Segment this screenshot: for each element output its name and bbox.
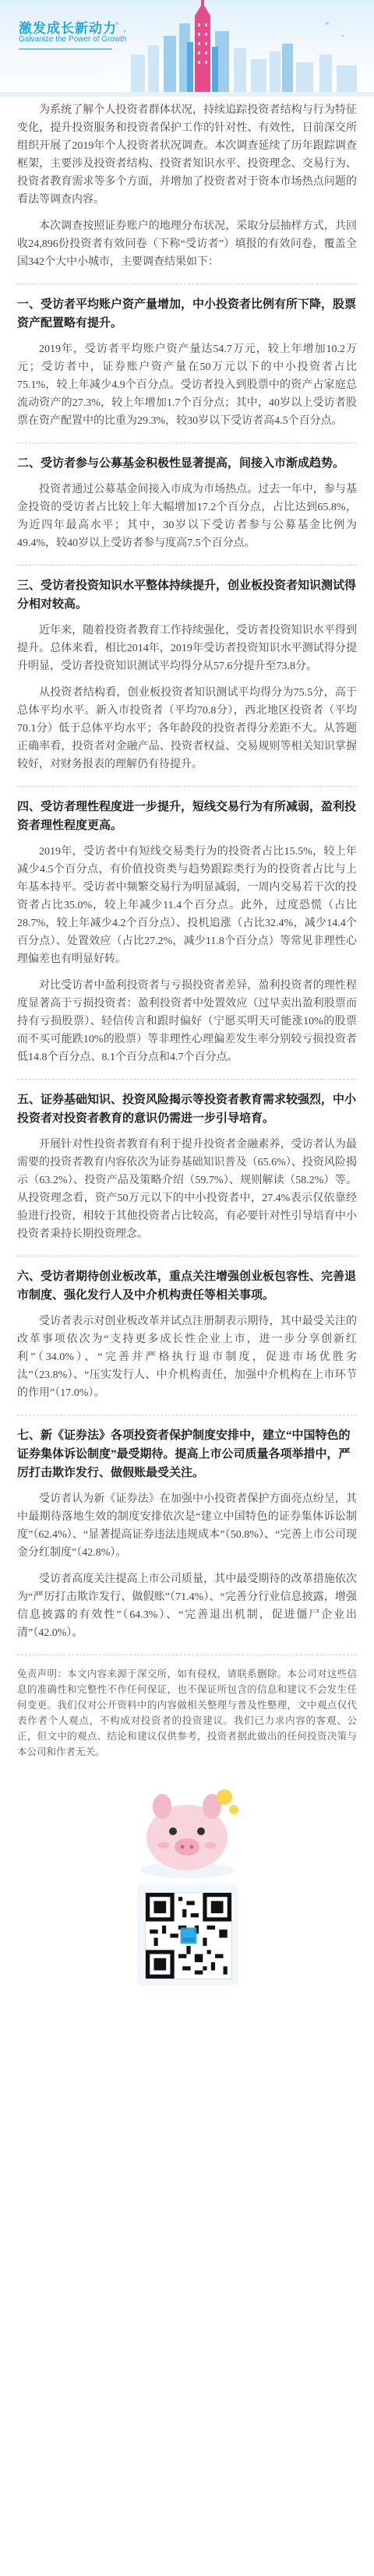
banner-underline <box>19 48 112 50</box>
section-paragraph: 受访者高度关注提高上市公司质量，其中最受期待的改革措施依次为“严厉打击欺诈发行、做假账”（71.4%）、“完善分行业信息披露，增强信息披露的有效性”（64.3%）、“完善退出机制，促进僵尸企业出清”（42.0%）。 <box>17 1573 357 1639</box>
section-paragraph: 受访者表示对创业板改革并试点注册制表示期待，其中最受关注的改革事项依次为“支持更多成长性企业上市，进一步分享创新红利”（34.0%）、“完善并严格执行退市制度，促进市场优胜劣汰”（23.8%）、“压实发行人、中介机构责任，加强中介机构在上市环节的作用”（17.0%）。 <box>17 1316 357 1399</box>
intro-paragraph: 本次调查按照证券账户的地理分布状况，采取分层抽样方式，共回收24,896份投资者有效问卷（下称“受访者”）填报的有效问卷，覆盖全国342个大中小城市，主要调查结果如下： <box>17 220 357 268</box>
disclaimer-text: 免责声明：本文内容来源于深交所，如有侵权，请联系删除。本公司对这些信息的准确性和完整性不作任何保证，也不保证所包含的信息和建议不会发生任何变更。我们仅对公开资料中的内容做相关整理与普及性整理，文中观点仅代表作者个人观点，不构成对投资者的投资建议。我们已力求内容的客观、公正，但文中的观点、结论和建议仅供参考，投资者据此做出的任何投资决策与本公司和作者无关。 <box>17 1669 357 1757</box>
footer <box>0 1760 374 2017</box>
section-paragraph: 投资者通过公募基金间接入市成为市场热点。过去一年中，参与基金投资的受访者占比较上年大幅增加17.2个百分点，占比达到65.8%，为近四年最高水平；其中，30岁以下受访者参与公募基金比例为49.4%，较40岁以上受访者参与度高7.5个百分点。 <box>17 484 357 549</box>
qr-code <box>145 1892 232 1979</box>
section-heading: 二、受访者参与公募基金积极性显著提高，间接入市渐成趋势。 <box>17 457 345 470</box>
article-body <box>0 97 374 1760</box>
section-divider <box>17 442 357 443</box>
section-paragraph: 从投资者结构看，创业板投资者知识测试平均得分为75.5分，高于总体平均水平。新入市投资者（平均70.8分），西北地区投资者（平均70.1分）低于总体平均水平；各年龄段的投资者得分差距不大。从答题正确率看，投资者对金融产品、投资者权益、交易规则等相关知识掌握较好，对财务报表的理解仍有待提升。 <box>17 687 357 770</box>
intro-paragraph: 为系统了解个人投资者群体状况，持续追踪投资者结构与行为特征变化，提升投资服务和投资者保护工作的针对性、有效性，日前深交所组织开展了2019年个人投资者状况调查。本次调查延续了历年跟踪调查框架，主要涉及投资者结构、投资者知识水平、投资理念、交易行为、投资者教育需求等多个方面，并增加了投资者对于资本市场热点问题的看法等调查内容。 <box>17 104 357 206</box>
section-paragraph: 开展针对性投资者教育有利于提升投资者金融素养，受访者认为最需要的投资者教育内容依次为证券基础知识普及（65.6%）、投资风险揭示（63.2%）、投资产品及策略介绍（59.7%）、规则解读（58.2%）等。从投资理念看，资产50万元以下的中小投资者中，27.4%表示仅依靠经验进行投资，相较于其他投资者占比较高，有必要针对性引导培育中小投资者秉持长期投资理念。 <box>17 1139 357 1240</box>
section-heading: 七、新《证券法》各项投资者保护制度安排中，建立“中国特色的证券集体诉讼制度”最受期待。提高上市公司质量各项举措中，严厉打击欺诈发行、做假账最受关注。 <box>17 1429 351 1479</box>
section-paragraph: 2019年，受访者平均账户资产量达54.7万元，较上年增加10.2万元；受访者中，证券账户资产量在50万元以下的中小投资者占比75.1%，较上年减少4.9个百分点。受访者投入到股票中的资产占家庭总流动资产的27.3%，较上年增加1.7个百分点；其中，40岁以上受访者股票在资产配置中的比重为29.3%，较30岁以下受访者高4.5个百分点。 <box>17 344 357 427</box>
section-paragraph: 近年来，随着投资者教育工作持续强化，受访者投资知识水平得到提升。总体来看，相比2014年，2019年受访者投资知识水平测试得分提升明显，受访者投资知识测试平均得分从57.6分提升至73.8分。 <box>17 625 357 672</box>
section-divider <box>17 1654 357 1655</box>
banner-title: 激发成长新动力 <box>19 21 117 36</box>
section-divider <box>17 1079 357 1080</box>
section-heading: 三、受访者投资知识水平整体持续提升，创业板投资者知识测试得分相对较高。 <box>17 580 357 611</box>
pig-mascot-illustration <box>125 1775 249 1884</box>
banner-subtitle: Galvanize the Power of Growth <box>19 35 127 44</box>
section-heading: 四、受访者理性程度进一步提升，短线交易行为有所减弱，盈利投资者理性程度更高。 <box>17 801 357 832</box>
section-divider <box>17 565 357 566</box>
section-heading: 六、受访者期待创业板改革，重点关注增强创业板包容性、完善退市制度、强化发行人及中介机构责任等相关事项。 <box>17 1270 357 1302</box>
section-heading: 五、证券基础知识、投资风险揭示等投资者教育需求较强烈，中小投资者对投资者教育的意识仍需进一步引导培育。 <box>17 1094 357 1125</box>
section-paragraph: 2019年，受访者中有短线交易类行为的投资者占比15.5%，较上年减少4.5个百分点，有价值投资类与趋势跟踪类行为的投资者占比与上年基本持平。受访者中频繁交易行为明显减弱，一周内交易若干次的投资者占比35.0%，较上年减少11.4个百分点。此外，过度恐慌（占比28.7%，较上年减少4.2个百分点）、投机追涨（占比32.4%，减少14.4个百分点）、处置效应（占比27.2%，减少11.8个百分点）等常见非理性心理偏差也有明显好转。 <box>17 846 357 965</box>
section-divider <box>17 786 357 787</box>
section-heading: 一、受访者平均账户资产量增加，中小投资者比例有所下降，股票资产配置略有提升。 <box>17 298 357 329</box>
section-paragraph: 受访者认为新《证券法》在加强中小投资者保护方面亮点纷呈，其中最期待落地生效的制度安排依次是“建立中国特色的证券集体诉讼制度”（62.4%）、“显著提高证券违法违规成本”（50.8%）、“完善上市公司现金分红制度”（42.8%）。 <box>17 1493 357 1559</box>
header-banner <box>0 0 374 97</box>
section-paragraph: 对比受访者中盈利投资者与亏损投资者差异，盈利投资者的理性程度显著高于亏损投资者：盈利投资者中处置效应（过早卖出盈利股票而持有亏损股票）、轻信传言和跟时偏好（宁愿买明天可能涨10%的股票而不买可能跌10%的股票）等非理性心理偏差发生率分别较亏损投资者低14.8个百分点、8.1个百分点和4.7个百分点。 <box>17 980 357 1063</box>
qr-logo-icon <box>181 1928 197 1944</box>
